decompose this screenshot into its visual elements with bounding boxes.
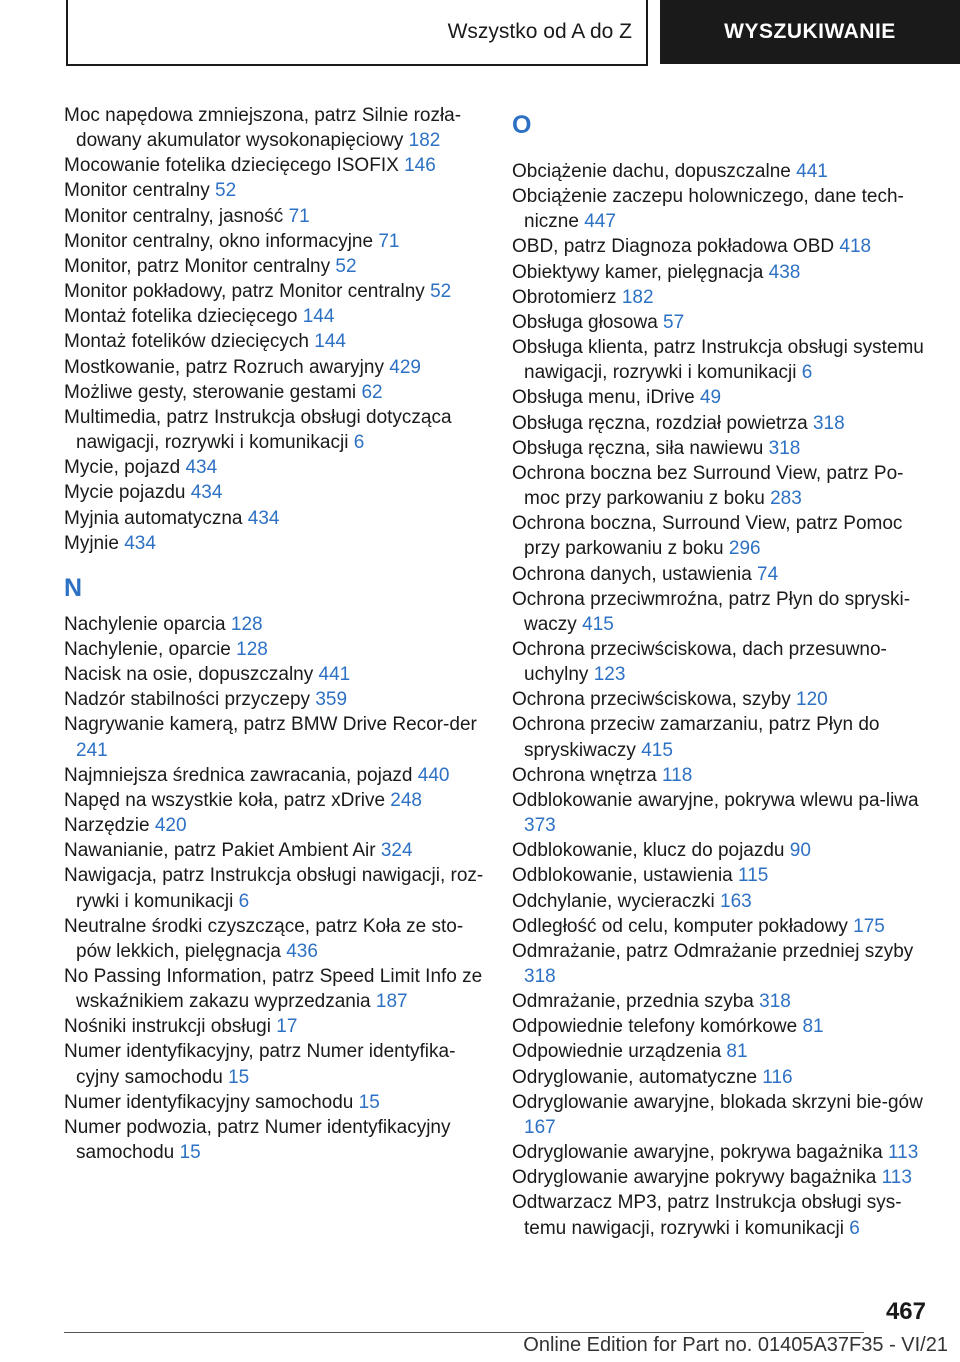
index-entry-text: Mycie, pojazd bbox=[64, 457, 181, 479]
page-number: 467 bbox=[885, 1298, 926, 1325]
index-entry bbox=[64, 153, 484, 178]
index-entry bbox=[512, 687, 932, 712]
page-reference-link[interactable]: 318 bbox=[812, 412, 845, 434]
index-entry-text: Odległość od celu, komputer pokładowy bbox=[512, 915, 848, 937]
index-entry-text: Odpowiednie urządzenia bbox=[512, 1041, 722, 1063]
index-entry bbox=[512, 411, 932, 436]
index-entry bbox=[64, 405, 484, 455]
index-entry bbox=[64, 612, 484, 637]
index-entry bbox=[512, 260, 932, 285]
index-column-left bbox=[64, 103, 484, 1165]
index-entry bbox=[512, 989, 932, 1014]
index-entry-text: Odryglowanie awaryjne pokrywy bagażnika bbox=[512, 1167, 877, 1189]
page-reference-link[interactable]: 49 bbox=[699, 387, 722, 409]
page-reference-link[interactable]: 248 bbox=[390, 789, 422, 811]
page-reference-link[interactable]: 118 bbox=[661, 764, 693, 786]
page-header bbox=[0, 0, 960, 66]
index-entry bbox=[64, 788, 484, 813]
index-entry bbox=[64, 637, 484, 662]
index-entry bbox=[512, 1165, 932, 1190]
index-entry bbox=[512, 1190, 932, 1240]
index-entry bbox=[64, 687, 484, 712]
index-entry-text: Odryglowanie awaryjne, blokada skrzyni bie-gów bbox=[512, 1091, 923, 1113]
page-reference-link[interactable]: 81 bbox=[802, 1016, 824, 1038]
index-entry bbox=[512, 1140, 932, 1165]
index-entry bbox=[512, 184, 932, 234]
index-entry-text: Odryglowanie awaryjne, pokrywa bagażnika bbox=[512, 1142, 883, 1164]
page-reference-link[interactable]: 52 bbox=[430, 281, 452, 303]
index-entry bbox=[64, 838, 484, 863]
index-entry bbox=[512, 939, 932, 989]
index-entry-text: Obsługa menu, iDrive bbox=[512, 387, 695, 409]
index-entry-text: Monitor centralny, jasność bbox=[64, 205, 284, 227]
index-entry bbox=[512, 889, 932, 914]
page-reference-link[interactable]: 15 bbox=[179, 1142, 201, 1164]
index-entry-text: Mostkowanie, patrz Rozruch awaryjny bbox=[64, 356, 384, 378]
index-entry bbox=[64, 329, 484, 354]
index-entry bbox=[512, 1090, 932, 1140]
index-entry-text: Moc napędowa zmniejszona, patrz Silnie rozła-dowany akumulator wysokonapięciowy bbox=[64, 105, 462, 152]
page-reference-link[interactable]: 115 bbox=[738, 865, 769, 887]
page-reference-link[interactable]: 241 bbox=[76, 739, 108, 761]
page-reference-link[interactable]: 120 bbox=[796, 689, 828, 711]
index-entry-text: Odblokowanie, klucz do pojazdu bbox=[512, 840, 785, 862]
index-entry bbox=[64, 178, 484, 203]
index-entry-text: Nawanianie, patrz Pakiet Ambient Air bbox=[64, 840, 376, 862]
index-entry-text: Mocowanie fotelika dziecięcego ISOFIX bbox=[64, 155, 399, 177]
index-entry-text: Odmrażanie, patrz Odmrażanie przedniej szyby bbox=[512, 940, 914, 962]
index-entry-text: Multimedia, patrz Instrukcja obsługi dotycząca nawigacji, rozrywki i komunikacji bbox=[64, 406, 452, 454]
index-entry bbox=[512, 637, 932, 687]
index-entry-text: Myjnie bbox=[64, 532, 119, 554]
page-reference-link[interactable]: 434 bbox=[190, 482, 223, 504]
page-reference-link[interactable]: 74 bbox=[757, 563, 779, 585]
index-entry bbox=[64, 914, 484, 964]
page-reference-link[interactable]: 447 bbox=[584, 211, 616, 233]
page-reference-link[interactable]: 438 bbox=[768, 261, 801, 283]
page-reference-link[interactable]: 71 bbox=[378, 230, 400, 252]
index-entry-text: Możliwe gesty, sterowanie gestami bbox=[64, 381, 357, 403]
index-entry bbox=[64, 662, 484, 687]
index-list-m bbox=[64, 103, 484, 556]
page-reference-link[interactable]: 187 bbox=[375, 991, 408, 1013]
tab-all-a-to-z[interactable]: Wszystko od A do Z bbox=[447, 20, 632, 43]
index-entry bbox=[64, 763, 484, 788]
page-reference-link[interactable]: 182 bbox=[621, 286, 654, 308]
index-entry-text: Odmrażanie, przednia szyba bbox=[512, 991, 754, 1013]
page-reference-link[interactable]: 373 bbox=[524, 815, 556, 837]
index-entry bbox=[64, 480, 484, 505]
index-entry-text: Obsługa klienta, patrz Instrukcja obsługi systemu nawigacji, rozrywki i komunikacji bbox=[512, 337, 924, 384]
index-entry bbox=[64, 863, 484, 913]
page-reference-link[interactable]: 62 bbox=[361, 381, 383, 403]
index-entry-text: OBD, patrz Diagnoza pokładowa OBD bbox=[512, 236, 835, 258]
index-entry-text: Odpowiednie telefony komórkowe bbox=[512, 1016, 798, 1038]
page-reference-link[interactable]: 283 bbox=[770, 488, 802, 510]
page-reference-link[interactable]: 318 bbox=[759, 991, 791, 1013]
page-reference-link[interactable]: 15 bbox=[358, 1091, 380, 1113]
index-entry-text: Mycie pojazdu bbox=[64, 482, 186, 504]
index-entry-text: Nadzór stabilności przyczepy bbox=[64, 689, 311, 711]
index-entry bbox=[64, 279, 484, 304]
page-reference-link[interactable]: 128 bbox=[230, 613, 263, 635]
index-entry-text: Myjnia automatyczna bbox=[64, 507, 243, 529]
index-entry-text: Obrotomierz bbox=[512, 286, 617, 308]
page-reference-link[interactable]: 167 bbox=[524, 1116, 556, 1138]
index-entry-text: Monitor centralny bbox=[64, 180, 210, 202]
index-entry-text: Ochrona przeciwściskowa, szyby bbox=[512, 689, 791, 711]
index-entry-text: Napęd na wszystkie koła, patrz xDrive bbox=[64, 789, 386, 811]
page-reference-link[interactable]: 436 bbox=[286, 940, 318, 962]
index-entry-text: Nachylenie, oparcie bbox=[64, 638, 231, 660]
index-entry-text: Ochrona wnętrza bbox=[512, 764, 657, 786]
index-entry-text: Montaż fotelików dziecięcych bbox=[64, 331, 309, 353]
index-entry bbox=[512, 461, 932, 511]
index-entry-text: Ochrona boczna bez Surround View, patrz Po-moc przy parkowaniu z boku bbox=[512, 462, 904, 510]
page-reference-link[interactable]: 434 bbox=[247, 507, 280, 529]
index-entry-text: Odtwarzacz MP3, patrz Instrukcja obsługi sys-temu nawigacji, rozrywki i komunikacji bbox=[512, 1192, 902, 1239]
index-entry bbox=[64, 712, 484, 762]
page-reference-link[interactable]: 318 bbox=[524, 966, 556, 987]
index-entry bbox=[512, 838, 932, 863]
index-entry bbox=[64, 229, 484, 254]
index-letter-n: N bbox=[64, 573, 83, 602]
page-reference-link[interactable]: 418 bbox=[839, 236, 872, 258]
index-entry bbox=[64, 455, 484, 480]
page-reference-link[interactable]: 6 bbox=[238, 890, 250, 912]
index-entry-text: Numer podwozia, patrz Numer identyfikacyjny samochodu bbox=[64, 1116, 451, 1164]
tab-search[interactable]: WYSZUKIWANIE bbox=[660, 0, 960, 64]
index-entry bbox=[64, 380, 484, 405]
page-reference-link[interactable]: 415 bbox=[641, 739, 673, 761]
page-reference-link[interactable]: 182 bbox=[408, 130, 441, 152]
page-reference-link[interactable]: 52 bbox=[215, 180, 237, 202]
page-reference-link[interactable]: 57 bbox=[663, 311, 685, 333]
index-entry-text: Obciążenie dachu, dopuszczalne bbox=[512, 161, 791, 182]
index-entry bbox=[512, 310, 932, 335]
index-entry bbox=[512, 562, 932, 587]
index-entry-text: Ochrona boczna, Surround View, patrz Pomoc przy parkowaniu z boku bbox=[512, 513, 903, 560]
index-entry-text: Odblokowanie, ustawienia bbox=[512, 865, 733, 887]
index-entry-text: Nachylenie oparcia bbox=[64, 613, 226, 635]
index-entry-text: Odryglowanie, automatyczne bbox=[512, 1066, 758, 1088]
index-entry bbox=[512, 285, 932, 310]
page-reference-link[interactable]: 128 bbox=[236, 638, 268, 660]
index-list-n bbox=[64, 612, 484, 1165]
index-entry-text: Obsługa ręczna, siła nawiewu bbox=[512, 437, 764, 459]
index-entry-text: Ochrona przeciwściskowa, dach przesuwno-uchylny bbox=[512, 638, 887, 686]
index-entry bbox=[64, 813, 484, 838]
index-entry bbox=[512, 511, 932, 561]
page-reference-link[interactable]: 324 bbox=[380, 840, 413, 862]
page-reference-link[interactable]: 90 bbox=[789, 840, 811, 862]
index-entry bbox=[512, 914, 932, 939]
header-bottom-border bbox=[66, 64, 648, 66]
page-reference-link[interactable]: 123 bbox=[593, 664, 626, 686]
index-entry-text: Numer identyfikacyjny, patrz Numer identyfika-cyjny samochodu bbox=[64, 1041, 456, 1088]
page-reference-link[interactable]: 441 bbox=[318, 664, 351, 686]
page-reference-link[interactable]: 163 bbox=[720, 890, 752, 912]
index-entry bbox=[64, 355, 484, 380]
index-entry-text: Odblokowanie awaryjne, pokrywa wlewu pa-liwa bbox=[512, 789, 919, 811]
index-entry bbox=[64, 1014, 484, 1039]
index-entry-text: Najmniejsza średnica zawracania, pojazd bbox=[64, 764, 413, 786]
index-entry-text: Monitor, patrz Monitor centralny bbox=[64, 255, 331, 277]
page-reference-link[interactable]: 144 bbox=[302, 306, 335, 328]
index-entry bbox=[512, 788, 932, 838]
index-entry bbox=[512, 587, 932, 637]
index-entry-text: Nagrywanie kamerą, patrz BMW Drive Recor-der bbox=[64, 714, 477, 736]
index-entry bbox=[64, 254, 484, 279]
page-reference-link[interactable]: 113 bbox=[887, 1142, 919, 1164]
page-reference-link[interactable]: 116 bbox=[762, 1066, 793, 1088]
index-entry-text: Obiektywy kamer, pielęgnacja bbox=[512, 261, 764, 283]
index-entry-text: Nawigacja, patrz Instrukcja obsługi nawigacji, roz-rywki i komunikacji bbox=[64, 865, 484, 912]
index-entry-text: Nacisk na osie, dopuszczalny bbox=[64, 664, 314, 686]
page-reference-link[interactable]: 175 bbox=[853, 915, 885, 937]
index-entry-text: Numer identyfikacyjny samochodu bbox=[64, 1091, 354, 1113]
index-entry bbox=[64, 1115, 484, 1165]
index-entry-text: Monitor pokładowy, patrz Monitor centralny bbox=[64, 281, 425, 303]
page-reference-link[interactable]: 420 bbox=[154, 815, 187, 837]
page-reference-link[interactable]: 359 bbox=[315, 689, 348, 711]
index-entry-text: Ochrona przeciw zamarzaniu, patrz Płyn do spryskiwaczy bbox=[512, 714, 880, 761]
page-reference-link[interactable]: 318 bbox=[768, 437, 801, 459]
page-reference-link[interactable]: 15 bbox=[228, 1066, 250, 1088]
page-reference-link[interactable]: 6 bbox=[801, 362, 813, 384]
index-entry bbox=[512, 1039, 932, 1064]
page-reference-link[interactable]: 429 bbox=[389, 356, 421, 378]
page-reference-link[interactable]: 52 bbox=[335, 255, 357, 277]
page-reference-link[interactable]: 6 bbox=[353, 432, 365, 454]
index-list-o bbox=[512, 159, 932, 1241]
index-entry-text: Obsługa ręczna, rozdział powietrza bbox=[512, 412, 808, 434]
index-letter-o: O bbox=[512, 111, 532, 139]
header-tab-divider bbox=[646, 0, 648, 64]
index-entry bbox=[64, 1039, 484, 1089]
index-entry bbox=[512, 1065, 932, 1090]
index-entry bbox=[64, 964, 484, 1014]
index-entry-text: Neutralne środki czyszczące, patrz Koła ze sto-pów lekkich, pielęgnacja bbox=[64, 915, 464, 962]
index-entry bbox=[64, 506, 484, 531]
index-entry-text: Obsługa głosowa bbox=[512, 311, 658, 333]
index-entry-text: Narzędzie bbox=[64, 815, 150, 837]
footer-edition: Online Edition for Part no. 01405A37F35 - VI/21 bbox=[523, 1334, 948, 1356]
page-reference-link[interactable]: 440 bbox=[417, 764, 450, 786]
page-reference-link[interactable]: 17 bbox=[276, 1016, 298, 1038]
index-entry-text: Odchylanie, wycieraczki bbox=[512, 890, 715, 912]
footer-divider bbox=[64, 1332, 864, 1333]
page-reference-link[interactable]: 296 bbox=[728, 538, 761, 560]
index-entry bbox=[64, 531, 484, 556]
index-entry bbox=[512, 159, 932, 184]
index-entry bbox=[512, 385, 932, 410]
index-entry-text: Ochrona danych, ustawienia bbox=[512, 563, 752, 585]
page-reference-link[interactable]: 144 bbox=[314, 331, 346, 353]
page-reference-link[interactable]: 71 bbox=[288, 205, 310, 227]
index-entry bbox=[64, 304, 484, 329]
index-entry bbox=[512, 863, 932, 888]
index-entry bbox=[512, 335, 932, 385]
index-entry-text: Montaż fotelika dziecięcego bbox=[64, 306, 298, 328]
index-entry bbox=[64, 103, 484, 153]
index-entry-text: Nośniki instrukcji obsługi bbox=[64, 1016, 271, 1038]
page-reference-link[interactable]: 81 bbox=[726, 1041, 748, 1063]
page-reference-link[interactable]: 146 bbox=[404, 155, 436, 177]
index-entry bbox=[512, 763, 932, 788]
page-reference-link[interactable]: 434 bbox=[185, 457, 218, 479]
page-reference-link[interactable]: 415 bbox=[582, 613, 614, 635]
page-reference-link[interactable]: 113 bbox=[881, 1167, 912, 1189]
index-entry-text: Ochrona przeciwmroźna, patrz Płyn do spryski-waczy bbox=[512, 588, 911, 635]
index-entry-text: Monitor centralny, okno informacyjne bbox=[64, 230, 374, 252]
page-reference-link[interactable]: 434 bbox=[124, 532, 156, 554]
index-entry bbox=[512, 436, 932, 461]
index-entry-text: No Passing Information, patrz Speed Limit Info ze wskaźnikiem zakazu wyprzedzania bbox=[64, 966, 483, 1013]
index-entry bbox=[64, 204, 484, 229]
index-entry bbox=[64, 1090, 484, 1115]
index-entry bbox=[512, 712, 932, 762]
page-reference-link[interactable]: 6 bbox=[849, 1217, 860, 1239]
page-reference-link[interactable]: 441 bbox=[796, 161, 828, 182]
index-entry bbox=[512, 1014, 932, 1039]
index-column-right bbox=[512, 103, 932, 1241]
index-entry bbox=[512, 234, 932, 259]
index-entry-text: Obciążenie zaczepu holowniczego, dane tech-niczne bbox=[512, 186, 904, 233]
